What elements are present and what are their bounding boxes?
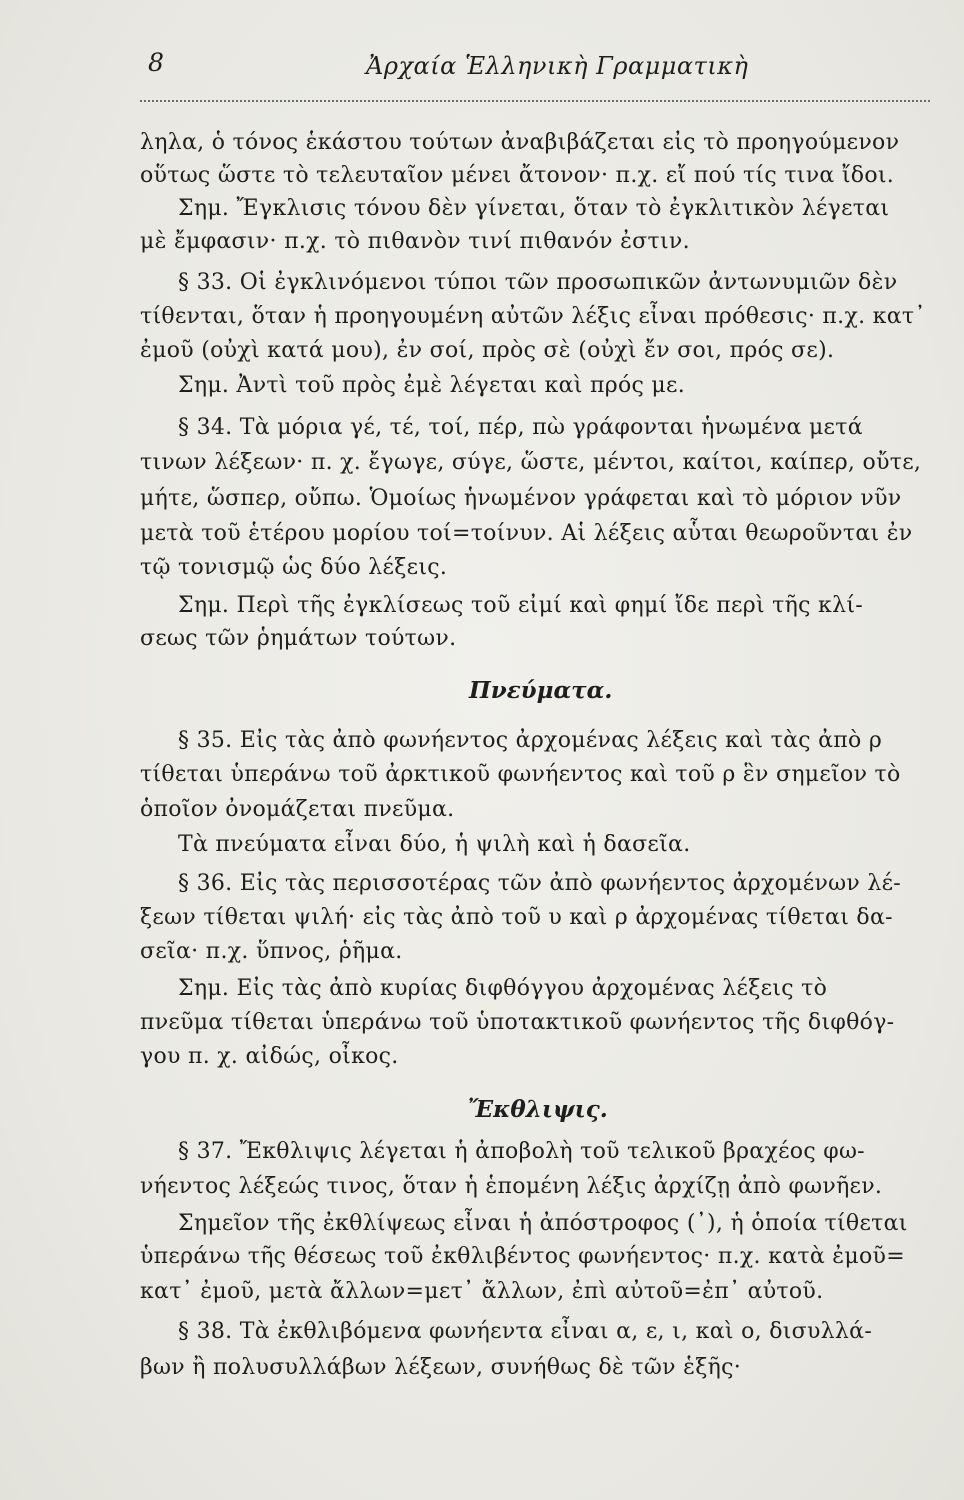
text-line: ὁποῖον ὀνομάζεται πνεῦμα.: [140, 797, 455, 822]
text-line: νήεντος λέξεώς τινος, ὅταν ἡ ἑπομένη λέξις ἀρχίζῃ ἀπὸ φωνῆεν.: [140, 1174, 883, 1199]
text-line: Τὰ πνεύματα εἶναι δύο, ἡ ψιλὴ καὶ ἡ δασεῖα.: [178, 832, 691, 857]
text-line: τίθενται, ὅταν ἡ προηγουμένη αὐτῶν λέξις εἶναι πρόθεσις· π.χ. κατ᾽: [140, 304, 926, 329]
running-title: Ἀρχαία Ἑλληνικὴ Γραμματικὴ: [366, 52, 749, 80]
text-line: τινων λέξεων· π. χ. ἔγωγε, σύγε, ὥστε, μέντοι, καίτοι, καίπερ, οὔτε,: [140, 450, 922, 475]
text-line: κατ᾽ ἐμοῦ, μετὰ ἄλλων=μετ᾽ ἄλλων, ἐπὶ αὐτοῦ=ἐπ᾽ αὐτοῦ.: [140, 1279, 824, 1304]
text-line: ὑπεράνω τῆς θέσεως τοῦ ἐκθλιβέντος φωνήεντος· π.χ. κατὰ ἐμοῦ=: [140, 1244, 905, 1269]
text-line: μήτε, ὥσπερ, οὔπω. Ὁμοίως ἡνωμένον γράφεται καὶ τὸ μόριον νῦν: [140, 486, 902, 511]
text-line: § 34. Τὰ μόρια γέ, τέ, τοί, πέρ, πὼ γράφονται ἡνωμένα μετά: [178, 415, 863, 440]
text-line: Σημεῖον τῆς ἐκθλίψεως εἶναι ἡ ἀπόστροφος (᾽), ἡ ὁποία τίθεται: [178, 1211, 908, 1236]
text-line: ληλα, ὁ τόνος ἑκάστου τούτων ἀναβιβάζεται εἰς τὸ προηγούμενον: [140, 130, 900, 155]
text-line: σεως τῶν ῥημάτων τούτων.: [140, 626, 457, 651]
text-line: τῷ τονισμῷ ὡς δύο λέξεις.: [140, 555, 448, 580]
section-heading-elision: Ἔκθλιψις.: [468, 1096, 608, 1123]
text-line: ξεων τίθεται ψιλή· εἰς τὰς ἀπὸ τοῦ υ καὶ ρ ἀρχομένας τίθεται δα-: [140, 905, 893, 930]
text-line: οὕτως ὥστε τὸ τελευταῖον μένει ἄτονον· π.χ. εἴ πού τίς τινα ἴδοι.: [140, 163, 895, 188]
text-line: πνεῦμα τίθεται ὑπεράνω τοῦ ὑποτακτικοῦ φωνήεντος τῆς διφθόγ-: [140, 1010, 895, 1035]
header-dotted-rule: [140, 100, 930, 102]
text-line: μὲ ἔμφασιν· π.χ. τὸ πιθανὸν τινί πιθανόν ἐστιν.: [140, 229, 690, 254]
page-header: [0, 48, 964, 88]
text-line: § 33. Οἱ ἐγκλινόμενοι τύποι τῶν προσωπικῶν ἀντωνυμιῶν δὲν: [178, 270, 898, 295]
text-line: τίθεται ὑπεράνω τοῦ ἀρκτικοῦ φωνήεντος καὶ τοῦ ρ ἓν σημεῖον τὸ: [140, 762, 901, 787]
text-line: § 35. Εἰς τὰς ἀπὸ φωνήεντος ἀρχομένας λέξεις καὶ τὰς ἀπὸ ρ: [178, 728, 883, 753]
section-heading-spirits: Πνεύματα.: [469, 677, 613, 704]
text-line: § 36. Εἰς τὰς περισσοτέρας τῶν ἀπὸ φωνήεντος ἀρχομένων λέ-: [178, 871, 902, 896]
text-line: § 37. Ἔκθλιψις λέγεται ἡ ἀποβολὴ τοῦ τελικοῦ βραχέος φω-: [178, 1139, 865, 1164]
text-line: βων ἢ πολυσυλλάβων λέξεων, συνήθως δὲ τῶν ἑξῆς·: [140, 1355, 742, 1380]
text-line: γου π. χ. αἰδώς, οἶκος.: [140, 1044, 399, 1069]
text-line: ἐμοῦ (οὐχὶ κατά μου), ἐν σοί, πρὸς σὲ (οὐχὶ ἔν σοι, πρός σε).: [140, 338, 835, 363]
text-line: Σημ. Ἔγκλισις τόνου δὲν γίνεται, ὅταν τὸ ἐγκλιτικὸν λέγεται: [178, 196, 890, 221]
text-line: μετὰ τοῦ ἑτέρου μορίου τοί=τοίνυν. Αἱ λέξεις αὗται θεωροῦνται ἐν: [140, 521, 913, 546]
text-line: σεῖα· π.χ. ὕπνος, ῥῆμα.: [140, 939, 403, 964]
text-line: Σημ. Περὶ τῆς ἐγκλίσεως τοῦ εἰμί καὶ φημί ἴδε περὶ τῆς κλί-: [178, 593, 864, 618]
text-line: § 38. Τὰ ἐκθλιβόμενα φωνήεντα εἶναι α, ε, ι, καὶ ο, δισυλλά-: [178, 1319, 873, 1344]
text-line: Σημ. Ἀντὶ τοῦ πρὸς ἐμὲ λέγεται καὶ πρός με.: [178, 373, 686, 398]
page-number: 8: [148, 48, 164, 77]
text-line: Σημ. Εἰς τὰς ἀπὸ κυρίας διφθόγγου ἀρχομένας λέξεις τὸ: [178, 976, 828, 1001]
